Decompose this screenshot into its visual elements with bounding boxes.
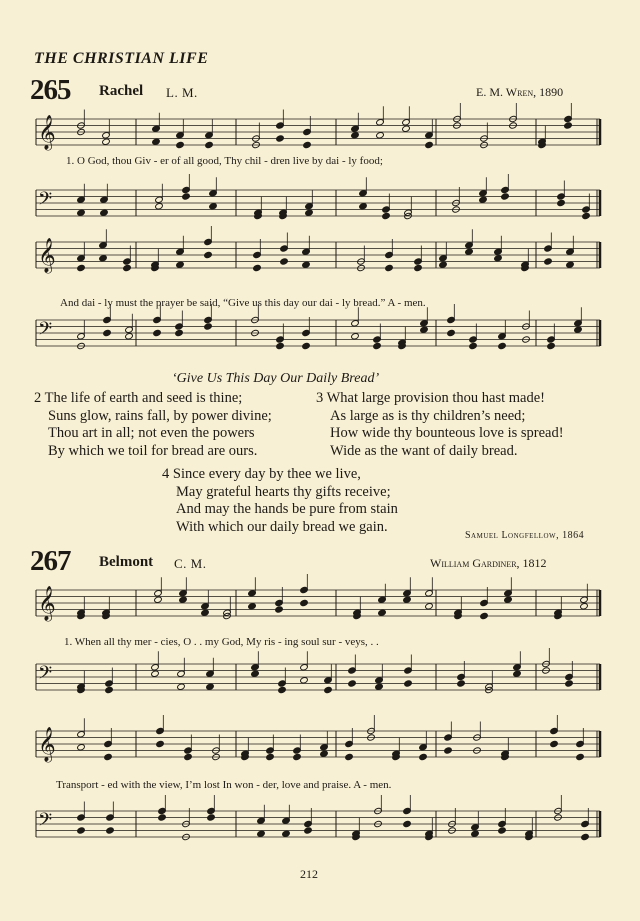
note-head (156, 740, 165, 747)
note-head (420, 326, 429, 333)
note-head (351, 132, 360, 139)
note-head (77, 264, 86, 271)
note-head (278, 686, 287, 693)
note-head (566, 261, 575, 268)
hymn-265-number: 265 (30, 74, 71, 106)
note-head (106, 827, 115, 834)
note-head (177, 683, 186, 690)
bass-clef-icon: 𝄢 (38, 663, 53, 688)
note-head (425, 603, 434, 610)
note-head (402, 125, 411, 132)
note-head (209, 203, 218, 210)
note-head (375, 683, 384, 690)
stanza-line: 2 The life of earth and seed is thine; (34, 390, 243, 406)
bass-staff (36, 809, 600, 839)
note-head (501, 193, 510, 200)
note-head (154, 596, 163, 603)
note-head (105, 686, 114, 693)
note-head (300, 677, 309, 684)
note-head (175, 329, 184, 336)
note-head (303, 141, 312, 148)
note-head (574, 326, 583, 333)
note-head (480, 612, 489, 619)
note-head (544, 258, 553, 265)
note-head (151, 670, 160, 677)
note-head (498, 827, 507, 834)
note-head (382, 212, 391, 219)
note-head (123, 264, 132, 271)
stanza-line: As large as is thy children’s need; (330, 407, 526, 424)
note-head (103, 329, 112, 336)
note-head (302, 261, 311, 268)
hymn-267-lyric-line-1: 1. When all thy mer - cies, O . . my God, My ris - ing soul sur - veys, . . (64, 636, 379, 648)
note-head (457, 680, 466, 687)
note-head (158, 814, 167, 821)
note-head (447, 329, 456, 336)
note-head (293, 753, 302, 760)
stanza-line: May grateful hearts thy gifts receive; (176, 483, 391, 500)
stanza-line: How wide thy bounteous love is spread! (330, 425, 564, 441)
note-head (176, 141, 185, 148)
note-head (248, 603, 257, 610)
hymn-265-lyric-line-1: 1. O God, thou Giv - er of all good, Thy chil - dren live by dai - ly food; (66, 155, 383, 167)
note-head (582, 212, 591, 219)
note-head (351, 333, 360, 340)
note-head (305, 209, 314, 216)
note-head (304, 827, 313, 834)
stanza-line: 4 Since every day by thee we live, (162, 466, 361, 482)
hymn-267-number: 267 (30, 545, 71, 577)
note-head (576, 753, 585, 760)
note-head (494, 255, 503, 262)
note-head (100, 209, 109, 216)
note-head (425, 141, 434, 148)
note-head (324, 686, 333, 693)
treble-staff (36, 238, 600, 273)
note-head (359, 203, 368, 210)
note-head (378, 609, 387, 616)
note-head (152, 138, 161, 145)
stanza-line: By which we toil for bread are ours. (48, 442, 258, 459)
treble-staff (36, 115, 600, 150)
note-head (385, 264, 394, 271)
note-head (125, 333, 134, 340)
note-head (345, 753, 354, 760)
note-head (557, 199, 566, 206)
treble-clef-icon: 𝄞 (38, 727, 56, 762)
note-head (179, 596, 188, 603)
note-head (204, 323, 213, 330)
note-head (320, 750, 329, 757)
note-head (282, 830, 291, 837)
stanza-line: Thou art in all; not even the powers (48, 425, 255, 441)
bass-staff (36, 318, 600, 348)
note-head (207, 814, 216, 821)
note-head (547, 342, 556, 349)
note-head (280, 258, 289, 265)
note-head (204, 251, 213, 258)
hymn-265-author: Samuel Longfellow, 1864 (465, 530, 585, 541)
note-head (102, 138, 111, 145)
note-head (419, 753, 428, 760)
hymn-265-lyric-line-2: And dai - ly must the prayer be said, “Give us this day our dai - ly bread.” A - men. (60, 297, 426, 309)
note-head (155, 203, 164, 210)
note-head (300, 599, 309, 606)
hymn-267-composer: William Gardiner, 1812 (430, 556, 547, 570)
note-head (414, 264, 423, 271)
note-head (348, 680, 357, 687)
page-number: 212 (300, 867, 318, 881)
note-head (77, 827, 86, 834)
hymn-267-tune-name: Belmont (99, 554, 154, 570)
treble-clef-icon: 𝄞 (38, 115, 56, 150)
note-head (565, 680, 574, 687)
bass-staff (36, 188, 600, 218)
note-head (77, 209, 86, 216)
note-head (564, 122, 573, 129)
stanza-line: Wide as the want of daily bread. (330, 442, 518, 459)
note-head (376, 132, 385, 139)
note-head (253, 264, 262, 271)
note-head (206, 683, 215, 690)
note-head (184, 753, 193, 760)
note-head (403, 596, 412, 603)
note-head (276, 135, 285, 142)
bass-staff (36, 662, 600, 692)
note-head (513, 670, 522, 677)
stanza-line: And may the hands be pure from stain (176, 501, 398, 517)
note-head (205, 141, 214, 148)
bass-clef-icon: 𝄢 (38, 810, 53, 835)
treble-clef-icon: 𝄞 (38, 586, 56, 621)
note-head (373, 342, 382, 349)
note-head (444, 747, 453, 754)
hymn-265-meter: L. M. (166, 85, 198, 100)
note-head (580, 603, 589, 610)
note-head (276, 342, 285, 349)
stanza-line: 3 What large provision thou hast made! (316, 390, 545, 406)
note-head (77, 744, 86, 751)
treble-clef-icon: 𝄞 (38, 238, 56, 273)
note-head (251, 670, 260, 677)
note-head (153, 329, 162, 336)
bass-clef-icon: 𝄢 (38, 189, 53, 214)
stanza-line: Suns glow, rains fall, by power divine; (48, 407, 272, 424)
note-head (104, 753, 113, 760)
treble-staff (36, 586, 600, 621)
stanza-line: With which our daily bread we gain. (176, 518, 388, 535)
note-head (266, 753, 275, 760)
note-head (479, 196, 488, 203)
note-head (403, 820, 412, 827)
note-head (504, 596, 513, 603)
treble-staff (36, 727, 600, 762)
hymn-267-meter: C. M. (174, 556, 207, 571)
hymn-265-subtitle: ‘Give Us This Day Our Daily Bread’ (172, 371, 380, 386)
note-head (99, 255, 108, 262)
note-head (182, 193, 191, 200)
note-head (404, 680, 413, 687)
hymn-265-tune-name: Rachel (99, 83, 144, 99)
note-head (201, 609, 210, 616)
note-head (550, 740, 559, 747)
note-head (275, 606, 284, 613)
note-head (498, 342, 507, 349)
hymn-267-lyric-line-2: Transport - ed with the view, I’m lost In won - der, love and praise. A - men. (56, 779, 392, 791)
bass-clef-icon: 𝄢 (38, 319, 53, 344)
section-title: THE CHRISTIAN LIFE (34, 50, 209, 67)
note-head (257, 830, 266, 837)
hymn-265-stanza-2 (34, 390, 272, 460)
note-head (469, 342, 478, 349)
note-head (581, 833, 590, 840)
hymn-265-stanza-4 (162, 466, 398, 536)
note-head (302, 342, 311, 349)
note-head (471, 830, 480, 837)
hymn-265-composer: E. M. Wren, 1890 (476, 85, 564, 99)
hymn-265-stanza-3 (316, 390, 564, 460)
note-head (465, 248, 474, 255)
note-head (439, 261, 448, 268)
note-head (176, 261, 185, 268)
